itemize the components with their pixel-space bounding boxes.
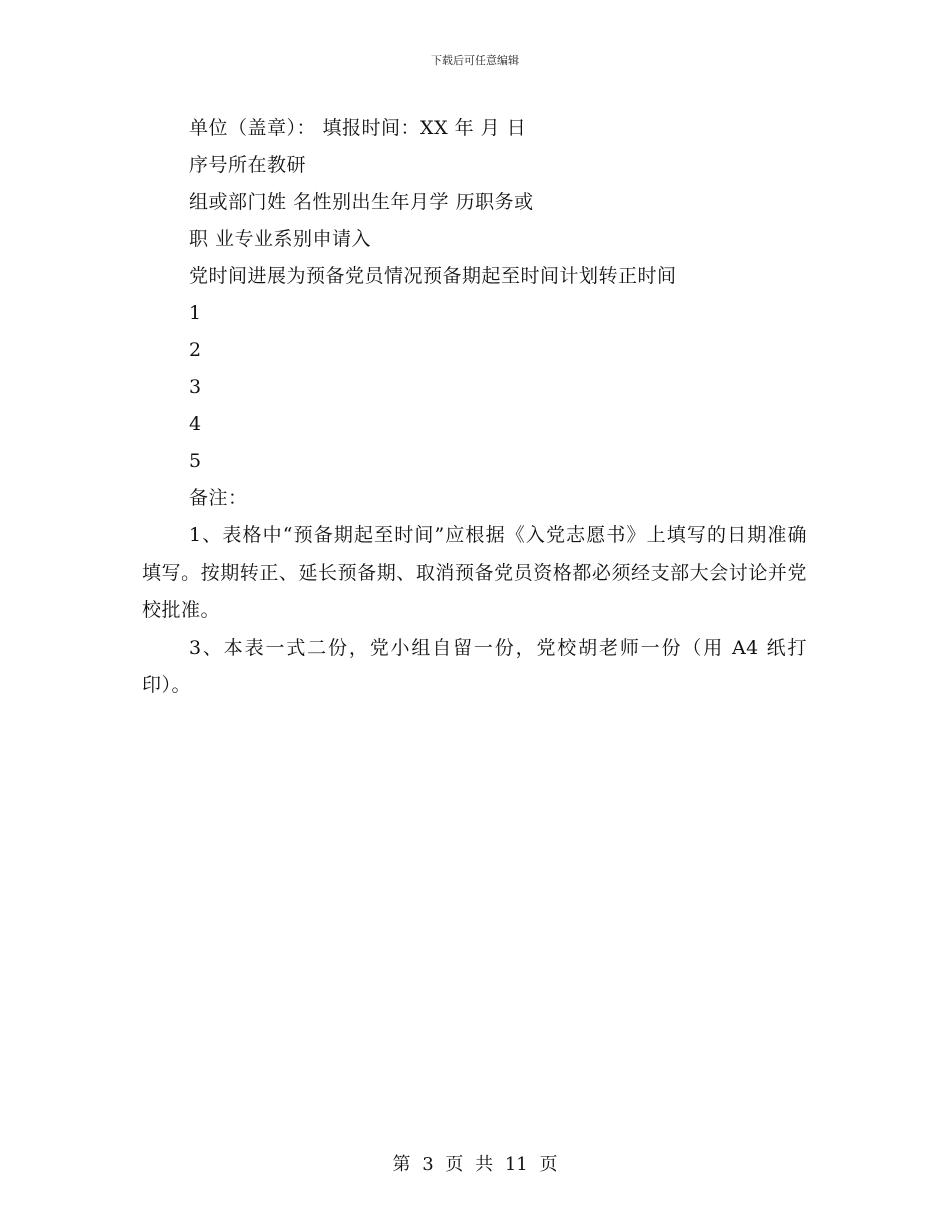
column-header-line-3: 职 业专业系别申请入: [189, 228, 372, 250]
note-3-paragraph: 3、本表一式二份，党小组自留一份，党校胡老师一份（用 A4 纸打印）。: [142, 636, 807, 696]
page-header: 下载后可任意编辑: [431, 54, 519, 67]
unit-and-date-line: 单位（盖章）： 填报时间：XX 年 月 日: [189, 117, 527, 139]
row-number-5: 5: [189, 450, 202, 472]
row-number-1: 1: [189, 302, 202, 324]
row-number-2: 2: [189, 339, 202, 361]
row-number-4: 4: [189, 413, 202, 435]
notes-label: 备注：: [189, 487, 248, 509]
column-header-line-1: 序号所在教研: [189, 154, 307, 176]
column-header-line-4: 党时间进展为预备党员情况预备期起至时间计划转正时间: [189, 265, 677, 287]
document-body: [142, 110, 807, 705]
page-footer: 第 3 页 共 11 页: [392, 1154, 558, 1175]
row-number-3: 3: [189, 376, 202, 398]
note-1-paragraph: 1、表格中“预备期起至时间”应根据《入党志愿书》上填写的日期准确填写。按期转正、延长预备期、取消预备党员资格都必须经支部大会讨论并党校批准。: [142, 524, 807, 621]
column-header-line-2: 组或部门姓 名性别出生年月学 历职务或: [189, 191, 534, 213]
